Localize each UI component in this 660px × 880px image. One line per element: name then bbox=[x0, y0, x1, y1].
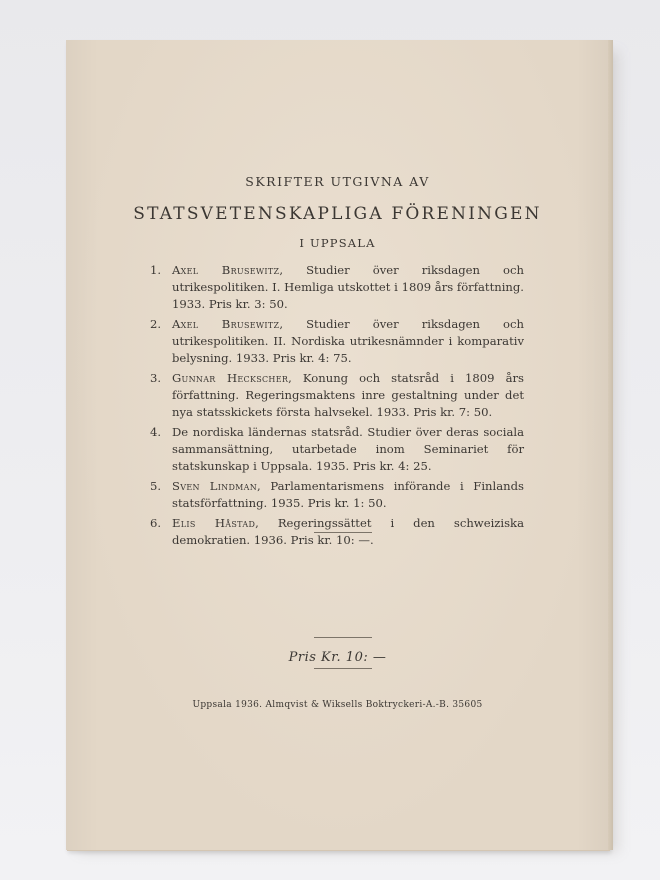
price-rule-top bbox=[314, 637, 372, 638]
item-author: Axel Brusewitz bbox=[172, 263, 280, 277]
list-item bbox=[150, 478, 524, 512]
item-text: , Studier över riksdagen och utrikespolitiken. II. Nordiska utrikesnämnder i komparativ belysning. 1933. Pris kr. 4: 75. bbox=[172, 317, 524, 365]
item-text: , Parlamentarismens införande i Finlands statsförfattning. 1935. Pris kr. 1: 50. bbox=[172, 479, 524, 510]
price-label: Pris Kr. 10: — bbox=[288, 650, 387, 665]
heading-society: STATSVETENSKAPLIGA FÖRENINGEN bbox=[133, 204, 542, 224]
item-author: Sven Lindman bbox=[172, 479, 258, 493]
item-number: 3. bbox=[150, 371, 162, 385]
item-text: , Studier över riksdagen och utrikespolitiken. I. Hemliga utskottet i 1809 års författning. 1933. Pris kr. 3: 50. bbox=[172, 263, 524, 311]
item-author: Gunnar Heckscher bbox=[172, 371, 289, 385]
item-author: Elis Håstad bbox=[172, 516, 256, 530]
list-item bbox=[150, 262, 524, 313]
list-item bbox=[150, 424, 524, 475]
page-edge bbox=[608, 40, 613, 850]
printer-imprint: Uppsala 1936. Almqvist & Wiksells Boktryckeri-A.-B. 35605 bbox=[192, 700, 483, 710]
item-text: De nordiska ländernas statsråd. Studier över deras sociala sammansättning, utarbetade inom Seminariet för statskunskap i Uppsala. 1935. Pris kr. 4: 25. bbox=[172, 425, 524, 473]
list-item bbox=[150, 370, 525, 421]
item-author: Axel Brusewitz bbox=[172, 317, 280, 331]
item-number: 5. bbox=[150, 479, 162, 493]
item-number: 6. bbox=[150, 516, 162, 530]
item-number: 2. bbox=[150, 317, 162, 331]
item-number: 1. bbox=[150, 263, 162, 277]
price-rule-bottom bbox=[314, 668, 372, 669]
publication-list bbox=[150, 262, 525, 552]
divider-rule bbox=[314, 532, 372, 533]
list-item bbox=[150, 316, 524, 367]
book-back-cover bbox=[66, 40, 609, 850]
heading-series: SKRIFTER UTGIVNA AV bbox=[245, 174, 430, 189]
item-number: 4. bbox=[150, 425, 162, 439]
heading-location: I UPPSALA bbox=[299, 236, 376, 250]
item-text: , Konung och statsråd i 1809 års författning. Regeringsmaktens inre gestaltning under det nya statsskickets första halvsekel. 1933. Pris kr. 7: 50. bbox=[172, 371, 525, 419]
item-text: , Regeringssättet i den schweiziska demokratien. 1936. Pris kr. 10: —. bbox=[172, 516, 524, 547]
